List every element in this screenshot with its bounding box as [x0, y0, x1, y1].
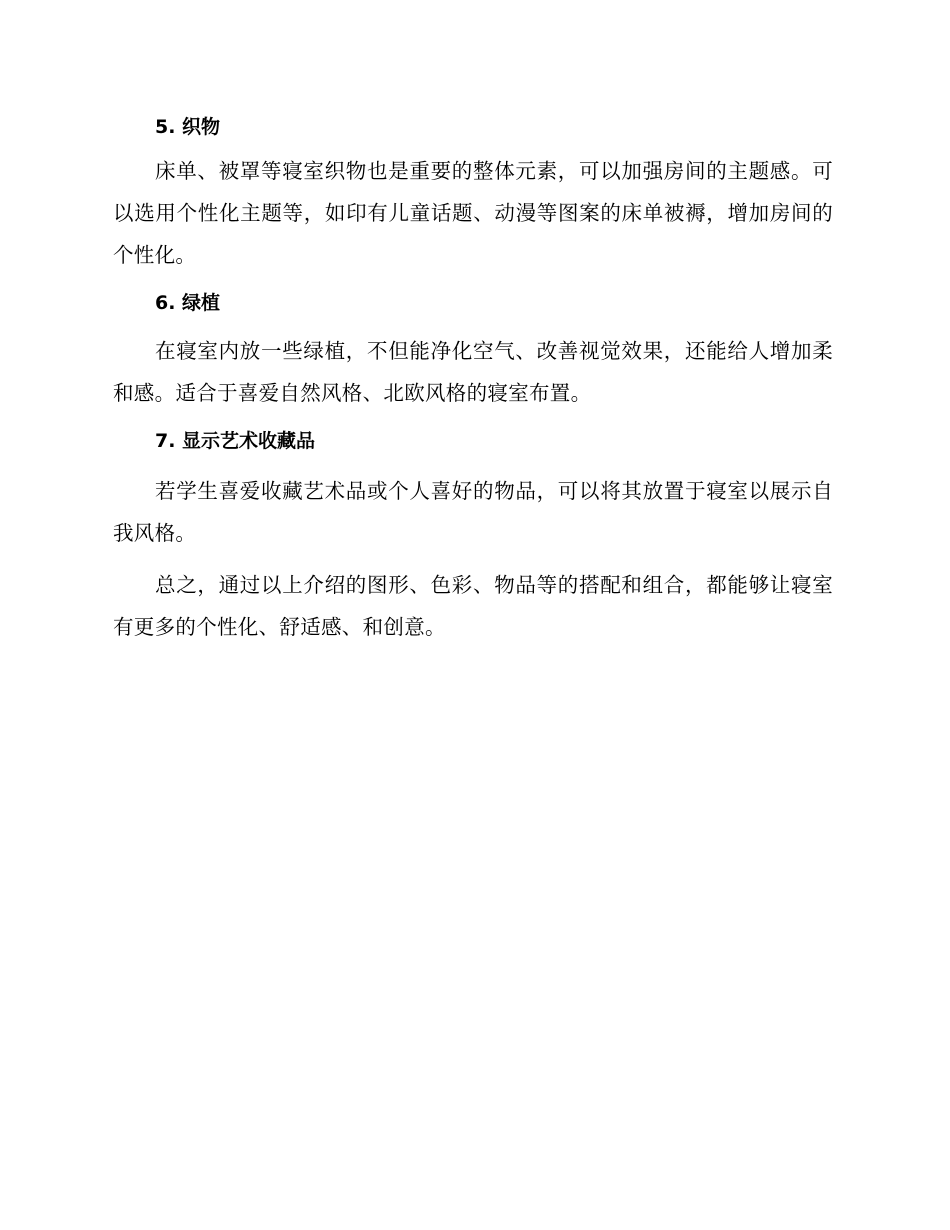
- section-heading-textiles: 5. 织物: [155, 116, 221, 138]
- section-paragraph-plants: 在寝室内放一些绿植，不但能净化空气、改善视觉效果，还能给人增加柔和感。适合于喜爱自然风格、北欧风格的寝室布置。: [113, 339, 833, 405]
- section-heading-plants: 6. 绿植: [155, 292, 221, 314]
- section-paragraph-art-collection: 若学生喜爱收藏艺术品或个人喜好的物品，可以将其放置于寝室以展示自我风格。: [113, 479, 833, 545]
- document-page: [113, 110, 833, 648]
- conclusion-paragraph: 总之，通过以上介绍的图形、色彩、物品等的搭配和组合，都能够让寝室有更多的个性化、舒适感、和创意。: [113, 573, 833, 639]
- section-heading-art-collection: 7. 显示艺术收藏品: [155, 430, 316, 452]
- section-paragraph-textiles: 床单、被罩等寝室织物也是重要的整体元素，可以加强房间的主题感。可以选用个性化主题等，如印有儿童话题、动漫等图案的床单被褥，增加房间的个性化。: [113, 159, 833, 267]
